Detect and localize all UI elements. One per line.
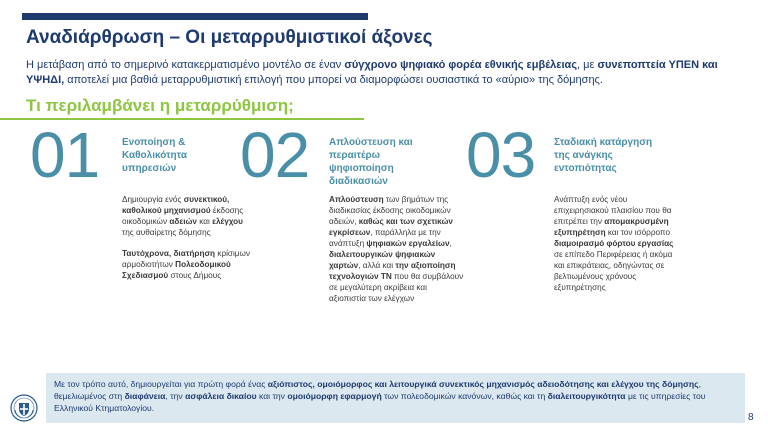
body-text: που θα συμβάλουν σε μεγαλύτερη ακρίβεια και αξιοπιστία των ελέγχων [329, 272, 464, 303]
page-title: Αναδιάρθρωση – Οι μεταρρυθμιστικοί άξονες [26, 27, 433, 48]
body-bold: αδειών [169, 217, 197, 226]
body-text: Δημιουργία ενός [122, 195, 184, 204]
footer-bold: ομοιόμορφη εφαρμογή [287, 391, 382, 401]
body-bold: καθώς και των σχετικών εγκρίσεων [329, 217, 453, 237]
column-heading-01 [122, 136, 232, 175]
column-number-01: 01 [30, 119, 100, 191]
intro-text: , με [577, 59, 598, 71]
heading-line: της ανάγκης [554, 150, 613, 161]
heading-line: διαδικασιών [329, 176, 388, 187]
column-paragraph [554, 194, 684, 293]
hellenic-republic-seal-icon [10, 394, 38, 422]
footer-text: και την [256, 391, 288, 401]
heading-line: Καθολικότητα [122, 150, 187, 161]
body-text: στους Δήμους [168, 271, 222, 280]
body-text: , [449, 239, 452, 248]
column-number-03: 03 [466, 119, 536, 191]
column-body-02 [329, 194, 465, 314]
heading-line: εντοπιότητας [554, 163, 617, 174]
column-heading-02 [329, 136, 444, 188]
section-subtitle: Τι περιλαμβάνει η μεταρρύθμιση; [26, 96, 294, 115]
intro-bold: συνεποπτεία ΥΠΕΝ και ΥΨΗΔΙ, [26, 59, 718, 86]
body-bold: συνεκτικού, καθολικού μηχανισμού [122, 195, 230, 215]
intro-text: Η μετάβαση από το σημερινό κατακερματισμένο μοντέλο σε έναν [26, 59, 345, 71]
intro-bold: σύγχρονο ψηφιακό φορέα εθνικής εμβέλειας [344, 59, 578, 71]
page-number: 8 [748, 412, 754, 423]
body-bold: Ταυτόχρονα, διατήρηση [122, 249, 216, 258]
top-accent-bar [22, 13, 368, 20]
body-text: Ανάπτυξη ενός νέου επιχειρησιακού πλαισίου που θα επιτρέπει την [554, 195, 672, 226]
footer-summary-box [46, 373, 745, 423]
heading-line: υπηρεσιών [122, 163, 177, 174]
body-text: της αυθαίρετης δόμησης [122, 228, 211, 237]
body-bold: ψηφιακών εργαλείων [366, 239, 450, 248]
body-text: σε επίπεδο Περιφέρειας ή ακόμα και επικράτειας, οδηγώντας σε βελτιωμένους χρόνους εξυπηρέτησης [554, 250, 673, 292]
body-text: των βημάτων της διαδικασίας έκδοσης οικοδομικών αδειών, [329, 195, 451, 226]
column-number-02: 02 [240, 119, 310, 191]
intro-text: αποτελεί μια βαθιά μεταρρυθμιστική επιλογή που μπορεί να διαμορφώσει ουσιαστικά το «αύριο» της δόμησης. [64, 73, 603, 86]
body-bold: Πολεοδομικού Σχεδιασμού [122, 260, 231, 280]
body-text: και τον ισόρροπο [605, 228, 670, 237]
footer-text: των πολεοδομικών κανόνων, καθώς και τη [381, 391, 548, 401]
footer-bold: ασφάλεια δικαίου [185, 391, 257, 401]
column-paragraph [122, 194, 254, 238]
heading-line: περαιτέρω [329, 150, 381, 161]
body-bold: απομακρυσμένη εξυπηρέτηση [554, 217, 669, 237]
column-heading-03 [554, 136, 679, 175]
body-bold: διαμοιρασμό φόρτου εργασίας [554, 239, 674, 248]
footer-text: , την [165, 391, 186, 401]
heading-line: Σταδιακή κατάργηση [554, 137, 653, 148]
body-text: κρίσιμων αρμοδιοτήτων [122, 249, 250, 269]
footer-text: , θεμελιωμένος στη [54, 379, 701, 401]
body-text: , παράλληλα με την ανάπτυξη [329, 228, 441, 248]
footer-text: με τις υπηρεσίες του Ελληνικού Κτηματολογίου. [54, 391, 706, 413]
body-bold: Απλούστευση [329, 195, 384, 204]
body-text: και [196, 217, 213, 226]
footer-bold: διαλειτουργικότητα [547, 391, 626, 401]
footer-text: Με τον τρόπο αυτό, δημιουργείται για πρώτη φορά ένας [54, 379, 268, 389]
column-paragraph [329, 194, 465, 304]
column-body-01 [122, 194, 254, 291]
heading-line: Απλούστευση και [329, 137, 413, 148]
footer-bold: αξιόπιστος, ομοιόμορφος και λειτουργικά συνεκτικός μηχανισμός αδειοδότησης και ελέγχου της δόμησης [267, 379, 699, 389]
column-paragraph [122, 248, 254, 281]
column-body-03 [554, 194, 684, 303]
footer-bold: διαφάνεια [124, 391, 166, 401]
heading-line: Ενοποίηση & [122, 137, 186, 148]
heading-line: ψηφιοποίηση [329, 163, 394, 174]
body-bold: ελέγχου [212, 217, 243, 226]
body-bold: την αξιοποίηση τεχνολογιών ΤΝ [329, 261, 456, 281]
body-bold: διαλειτουργικών ψηφιακών χαρτών [329, 250, 436, 270]
body-text: έκδοσης οικοδομικών [122, 206, 244, 226]
body-text: , αλλά και [358, 261, 396, 270]
intro-paragraph [26, 58, 748, 87]
